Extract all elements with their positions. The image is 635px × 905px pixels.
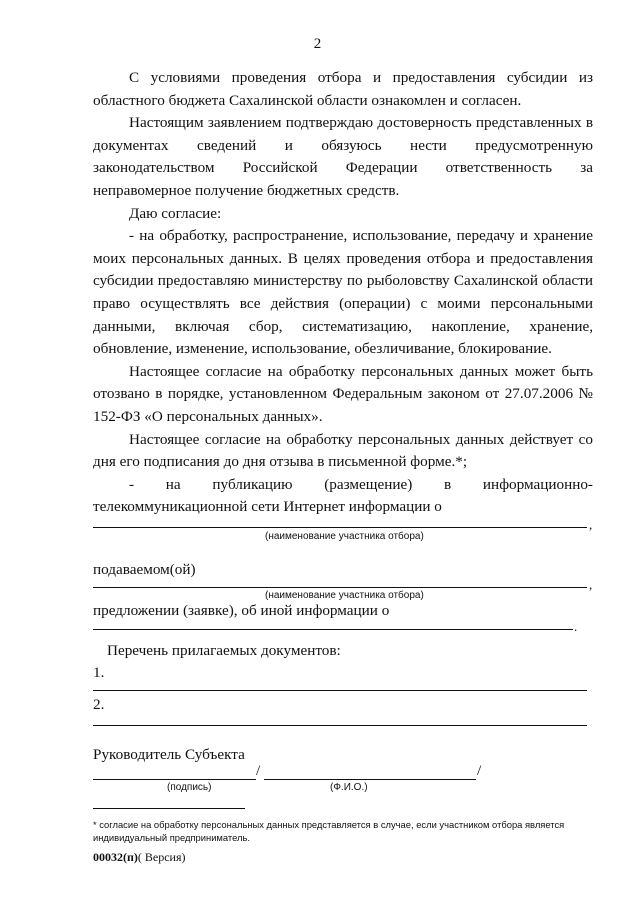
signature-separator: / bbox=[256, 762, 261, 779]
full-name-line[interactable] bbox=[264, 779, 476, 780]
document-item-line[interactable] bbox=[93, 725, 587, 726]
participant-name-caption: (наименование участника отбора) bbox=[265, 531, 424, 542]
signature-separator: / bbox=[477, 762, 482, 779]
signature-line[interactable] bbox=[93, 779, 256, 780]
footnote: * согласие на обработку персональных данных представляется в случае, если участником отбора является индивидуальный предприниматель. bbox=[93, 819, 565, 843]
paragraph-conditions: С условиями проведения отбора и предоставления субсидии из областного бюджета Сахалинской области ознакомлен и согласен. bbox=[93, 69, 593, 109]
proposal-info-line[interactable] bbox=[93, 629, 573, 630]
version-label: ( Версия) bbox=[137, 850, 186, 864]
participant-name-line[interactable] bbox=[93, 527, 587, 528]
period-mark: . bbox=[574, 619, 578, 634]
paragraph-confirmation: Настоящим заявлением подтверждаю достоверность представленных в документах сведений и обязуюсь нести предусмотренную законодательством Российской Федерации ответственность за неправомерное получение бюджетных средств. bbox=[93, 114, 593, 199]
document-item-number: 1. bbox=[93, 664, 105, 681]
paragraph-consent-publication: - на публикацию (размещение) в информационно-телекоммуникационной сети Интернет информации о bbox=[93, 475, 593, 516]
proposal-label: предложении (заявке), об иной информации о bbox=[93, 602, 390, 619]
full-name-caption: (Ф.И.О.) bbox=[330, 782, 368, 793]
document-item-number: 2. bbox=[93, 696, 105, 713]
paragraph-consent-revocation: Настоящее согласие на обработку персональных данных может быть отозвано в порядке, установленном Федеральным законом от 27.07.2006 № 152-ФЗ «О персональных данных». bbox=[93, 362, 593, 425]
version-code: 00032(п) bbox=[93, 850, 138, 864]
version-line bbox=[93, 850, 186, 865]
page-number: 2 bbox=[313, 36, 322, 52]
participant-name-line-2[interactable] bbox=[93, 587, 587, 588]
paragraph-consent-processing: - на обработку, распространение, использование, передачу и хранение моих персональных данных. В целях проведения отбора и предоставления субсидии предоставляю министерству по рыболовству Сахалинской области право осуществлять все действия (операции) с моими персональными данными, включая сбор, систематизацию, накопление, хранение, обновление, изменение, использование, обезличивание, блокирование. bbox=[93, 227, 593, 358]
participant-name-caption-2: (наименование участника отбора) bbox=[265, 590, 424, 601]
signature-caption: (подпись) bbox=[167, 782, 212, 793]
paragraph-consent-heading: Даю согласие: bbox=[129, 204, 222, 222]
paragraph-consent-validity: Настоящее согласие на обработку персональных данных действует со дня его подписания до дня отзыва в письменной форме.*; bbox=[93, 430, 593, 471]
head-label: Руководитель Субъекта bbox=[93, 746, 245, 763]
footnote-divider bbox=[93, 808, 245, 809]
comma-mark: , bbox=[589, 577, 593, 592]
comma-mark: , bbox=[589, 517, 593, 532]
body-text bbox=[93, 67, 593, 519]
document-item-line[interactable] bbox=[93, 690, 587, 691]
documents-heading: Перечень прилагаемых документов: bbox=[107, 642, 341, 659]
submitted-label: подаваемом(ой) bbox=[93, 561, 196, 578]
